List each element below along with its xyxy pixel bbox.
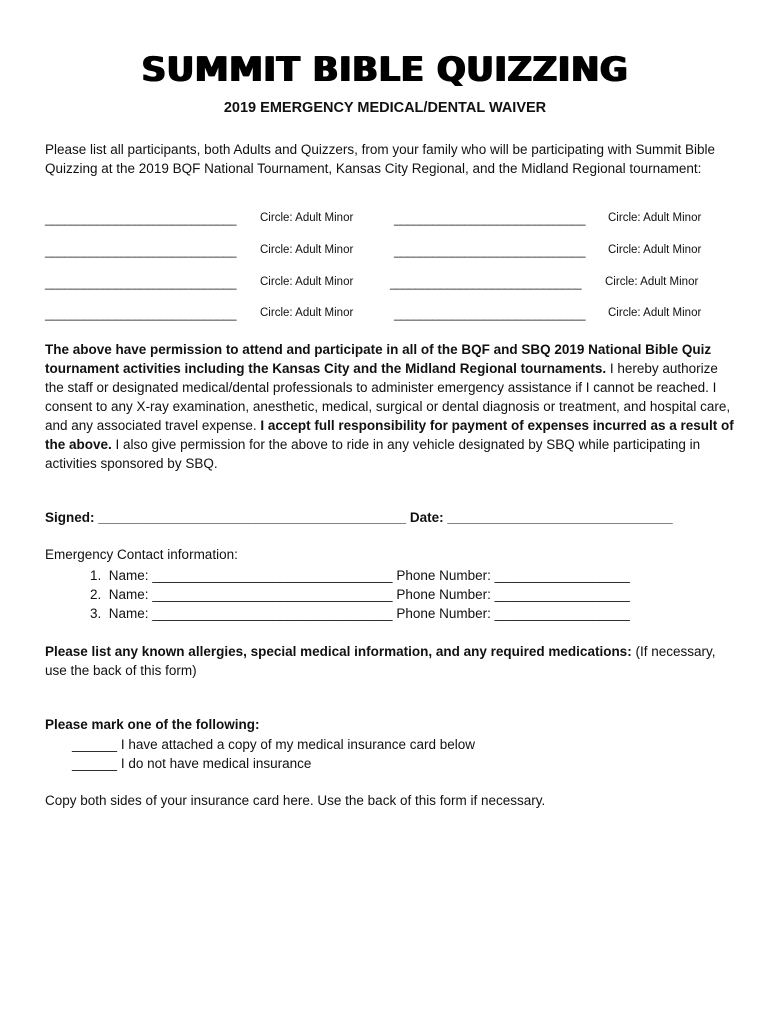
adult-minor-choice[interactable]: Circle: Adult Minor bbox=[260, 244, 354, 256]
allergies-prompt: Please list any known allergies, special medical information, and any required medications: bbox=[45, 644, 632, 659]
contact-number: 2. bbox=[90, 587, 102, 602]
signature-line bbox=[45, 510, 673, 525]
permission-bold-2: I accept full responsibility for payment of expenses incurred as a result of the above. bbox=[45, 418, 734, 452]
participant-row bbox=[45, 244, 735, 260]
adult-minor-choice[interactable]: Circle: Adult Minor bbox=[605, 276, 699, 288]
adult-minor-choice[interactable]: Circle: Adult Minor bbox=[260, 276, 354, 288]
insurance-copy-note: Copy both sides of your insurance card here. Use the back of this form if necessary. bbox=[45, 793, 546, 808]
adult-minor-choice[interactable]: Circle: Adult Minor bbox=[608, 212, 702, 224]
emergency-contact-item bbox=[90, 566, 630, 585]
permission-bold-1: The above have permission to attend and participate in all of the BQF and SBQ 2019 National Bible Quiz tournament activities including the Kansas City and the Midland Regional tournaments. bbox=[45, 342, 712, 376]
date-field[interactable]: ______________________________ bbox=[447, 510, 673, 525]
participant-name-field[interactable]: ______________________________ bbox=[45, 212, 237, 226]
participant-name-field[interactable]: ______________________________ bbox=[394, 212, 586, 226]
permission-text-2: I also give permission for the above to ride in any vehicle designated by SBQ while participating in activities sponsored by SBQ. bbox=[45, 437, 701, 471]
contact-name-field[interactable]: ________________________________ bbox=[152, 568, 393, 583]
allergies-paragraph bbox=[45, 642, 735, 680]
permission-text-1: I hereby authorize the staff or designated medical/dental professionals to administer emergency assistance if I cannot be reached. I consent to any X-ray examination, anesthetic, medical, surgical or dental diagnosis or treatment, and hospital care, and any associated travel expense. bbox=[45, 361, 731, 433]
insurance-none-label: I do not have medical insurance bbox=[117, 756, 312, 771]
participant-name-field[interactable]: ______________________________ bbox=[394, 307, 586, 321]
signature-field[interactable]: _________________________________________ bbox=[98, 510, 407, 525]
insurance-none-mark[interactable]: ______ bbox=[72, 756, 118, 771]
permission-paragraph bbox=[45, 340, 735, 473]
participant-name-field[interactable]: ______________________________ bbox=[45, 307, 237, 321]
contact-name-field[interactable]: ________________________________ bbox=[152, 587, 393, 602]
contact-phone-field[interactable]: __________________ bbox=[494, 587, 630, 602]
insurance-option-attached bbox=[72, 737, 475, 752]
emergency-contact-list bbox=[90, 566, 630, 623]
allergies-note: (If necessary, use the back of this form) bbox=[45, 644, 716, 678]
emergency-contact-item bbox=[90, 604, 630, 623]
contact-name-label: Name: bbox=[108, 587, 149, 602]
contact-number: 1. bbox=[90, 568, 102, 583]
date-label: Date: bbox=[409, 510, 444, 525]
contact-phone-label: Phone Number: bbox=[396, 606, 491, 621]
contact-phone-label: Phone Number: bbox=[396, 568, 491, 583]
participant-name-field[interactable]: ______________________________ bbox=[45, 276, 237, 290]
page-title: SUMMIT BIBLE QUIZZING bbox=[141, 50, 629, 90]
adult-minor-choice[interactable]: Circle: Adult Minor bbox=[260, 307, 354, 319]
contact-name-field[interactable]: ________________________________ bbox=[152, 606, 393, 621]
participant-name-field[interactable]: ______________________________ bbox=[45, 244, 237, 258]
participant-row bbox=[45, 307, 735, 323]
participant-name-field[interactable]: ______________________________ bbox=[394, 244, 586, 258]
insurance-option-none bbox=[72, 756, 311, 771]
contact-phone-label: Phone Number: bbox=[396, 587, 491, 602]
adult-minor-choice[interactable]: Circle: Adult Minor bbox=[608, 244, 702, 256]
contact-number: 3. bbox=[90, 606, 102, 621]
insurance-attached-mark[interactable]: ______ bbox=[72, 737, 118, 752]
adult-minor-choice[interactable]: Circle: Adult Minor bbox=[260, 212, 354, 224]
contact-phone-field[interactable]: __________________ bbox=[494, 606, 630, 621]
participant-row bbox=[45, 276, 735, 292]
contact-name-label: Name: bbox=[108, 606, 149, 621]
emergency-contact-item bbox=[90, 585, 630, 604]
adult-minor-choice[interactable]: Circle: Adult Minor bbox=[608, 307, 702, 319]
participant-name-field[interactable]: ______________________________ bbox=[390, 276, 582, 290]
emergency-contact-title: Emergency Contact information: bbox=[45, 547, 238, 562]
contact-name-label: Name: bbox=[108, 568, 149, 583]
insurance-title: Please mark one of the following: bbox=[45, 717, 260, 732]
form-subtitle: 2019 EMERGENCY MEDICAL/DENTAL WAIVER bbox=[223, 100, 547, 116]
insurance-attached-label: I have attached a copy of my medical insurance card below bbox=[117, 737, 476, 752]
intro-paragraph: Please list all participants, both Adults and Quizzers, from your family who will be participating with Summit Bible Quizzing at the 2019 BQF National Tournament, Kansas City Regional, and the Midland Regional tournament: bbox=[45, 142, 716, 176]
contact-phone-field[interactable]: __________________ bbox=[494, 568, 630, 583]
signed-label: Signed: bbox=[45, 510, 95, 525]
participant-row bbox=[45, 212, 735, 228]
